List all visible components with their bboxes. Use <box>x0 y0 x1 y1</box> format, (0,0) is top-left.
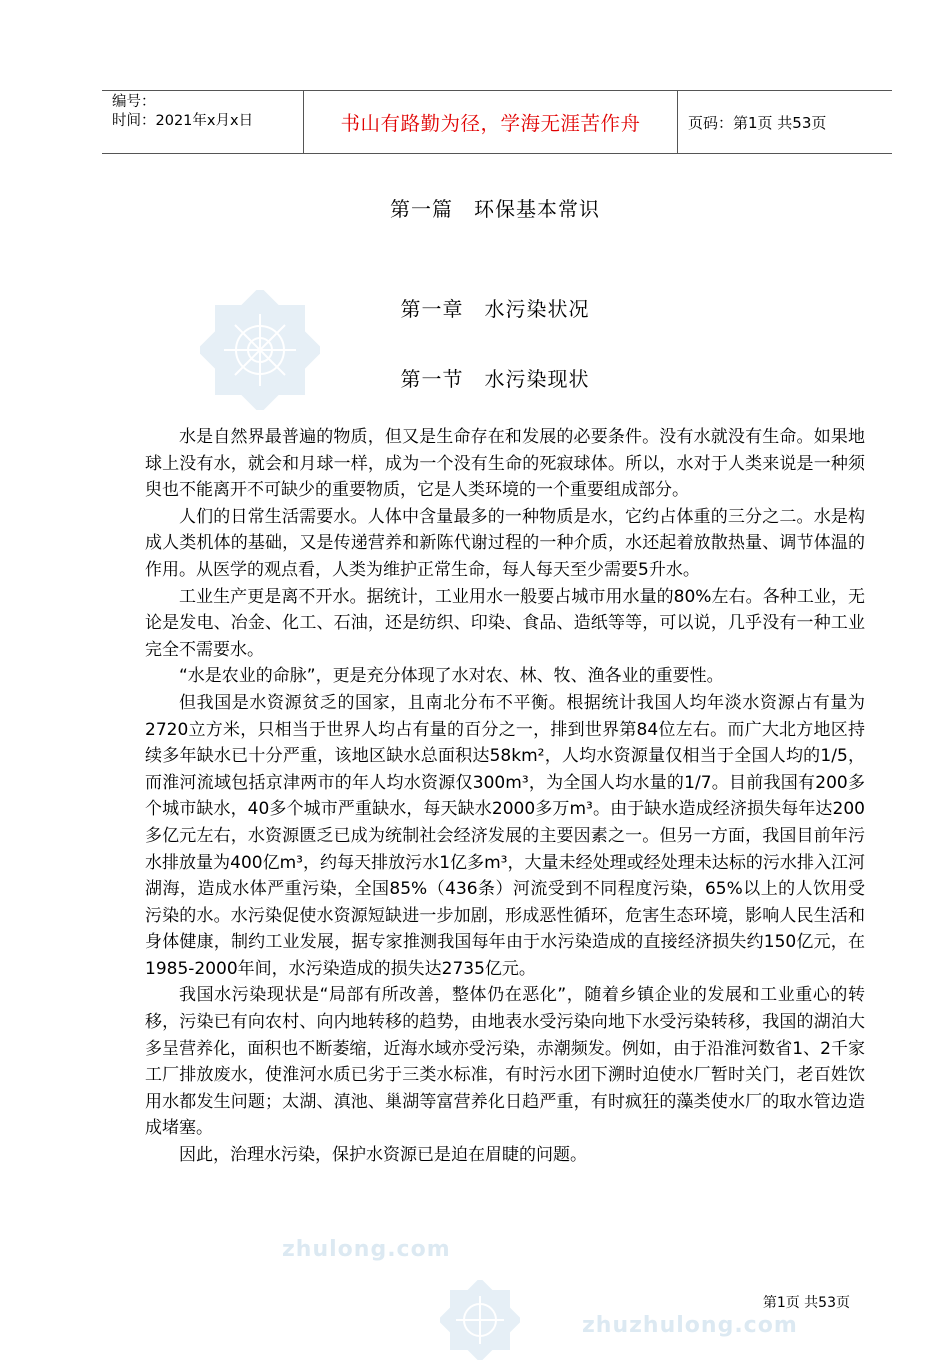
part-title: 第一篇 环保基本常识 <box>390 197 600 221</box>
watermark-text: zhulong.com <box>282 1237 451 1262</box>
paragraph: 因此，治理水污染，保护水资源已是迫在眉睫的问题。 <box>179 1145 587 1166</box>
header-meta <box>102 91 304 153</box>
time-label: 时间：2021年x月x日 <box>112 113 254 129</box>
footer-page-label: 第1页 共53页 <box>762 1295 850 1311</box>
paragraph: 但我国是水资源贫乏的国家，且南北分布不平衡。根据统计我国人均年淡水资源占有量为2720立方米，只相当于世界人均占有量的百分之一，排到世界第84位左右。而广大北方地区持续多年缺水已十分严重，该地区缺水总面积达58km²，人均水资源量仅相当于全国人均的1/5，而淮河流域包括京津两市的年人均水资源仅300m³，为全国人均水量的1/7。目前我国有200多个城市缺水，40多个城市严重缺水，每天缺水2000多万m³。由于缺水造成经济损失每年达200多亿元左右，水资源匮乏已成为统制社会经济发展的主要因素之一。但另一方面，我国目前年污水排放量为400亿m³，约每天排放污水1亿多m³，大量未经处理或经处理未达标的污水排入江河湖海，造成水体严重污染，全国85%（436条）河流受到不同程度污染，65%以上的人饮用受污染的水。水污染促使水资源短缺进一步加剧，形成恶性循环，危害生态环境，影响人民生活和身体健康，制约工业发展，据专家推测我国每年由于水污染造成的直接经济损失约150亿元，在1985-2000年间，水污染造成的损失达2735亿元。 <box>145 692 865 979</box>
paragraph: 人们的日常生活需要水。人体中含量最多的一种物质是水，它约占体重的三分之二。水是构成人类机体的基础，又是传递营养和新陈代谢过程的一种介质，水还起着放散热量、调节体温的作用。从医学的观点看，人类为维护正常生命，每人每天至少需要5升水。 <box>145 506 865 580</box>
paragraph: 工业生产更是离不开水。据统计，工业用水一般要占城市用水量的80%左右。各种工业，无论是发电、冶金、化工、石油，还是纺织、印染、食品、造纸等等，可以说，几乎没有一种工业完全不需要水。 <box>145 586 865 660</box>
watermark-text-2: zhuzhulong.com <box>582 1313 798 1338</box>
header-motto: 书山有路勤为径，学海无涯苦作舟 <box>304 91 678 153</box>
section-title: 第一节 水污染现状 <box>400 367 590 391</box>
body-text <box>145 424 865 1169</box>
paragraph: 水是自然界最普遍的物质，但又是生命存在和发展的必要条件。没有水就没有生命。如果地球上没有水，就会和月球一样，成为一个没有生命的死寂球体。所以，水对于人类来说是一种须臾也不能离开不可缺少的重要物质，它是人类环境的一个重要组成部分。 <box>145 427 865 501</box>
paragraph: 我国水污染现状是“局部有所改善，整体仍在恶化”，随着乡镇企业的发展和工业重心的转移，污染已有向农村、向内地转移的趋势，由地表水受污染向地下水受污染转移，我国的湖泊大多呈营养化，面积也不断萎缩，近海水域亦受污染，赤潮频发。例如，由于沿淮河数省1、2千家工厂排放废水，使淮河水质已劣于三类水标准，有时污水团下溯时迫使水厂暂时关门，老百姓饮用水都发生问题；太湖、滇池、巢湖等富营养化日趋严重，有时疯狂的藻类使水厂的取水管边造成堵塞。 <box>145 985 865 1139</box>
watermark-flower-icon-bottom <box>440 1280 520 1360</box>
page-header <box>102 90 892 154</box>
chapter-title: 第一章 水污染状况 <box>400 297 590 321</box>
header-page-label: 页码：第1页 共53页 <box>688 113 827 132</box>
number-label: 编号： <box>112 94 156 110</box>
paragraph: “水是农业的命脉”，更是充分体现了水对农、林、牧、渔各业的重要性。 <box>179 666 724 687</box>
